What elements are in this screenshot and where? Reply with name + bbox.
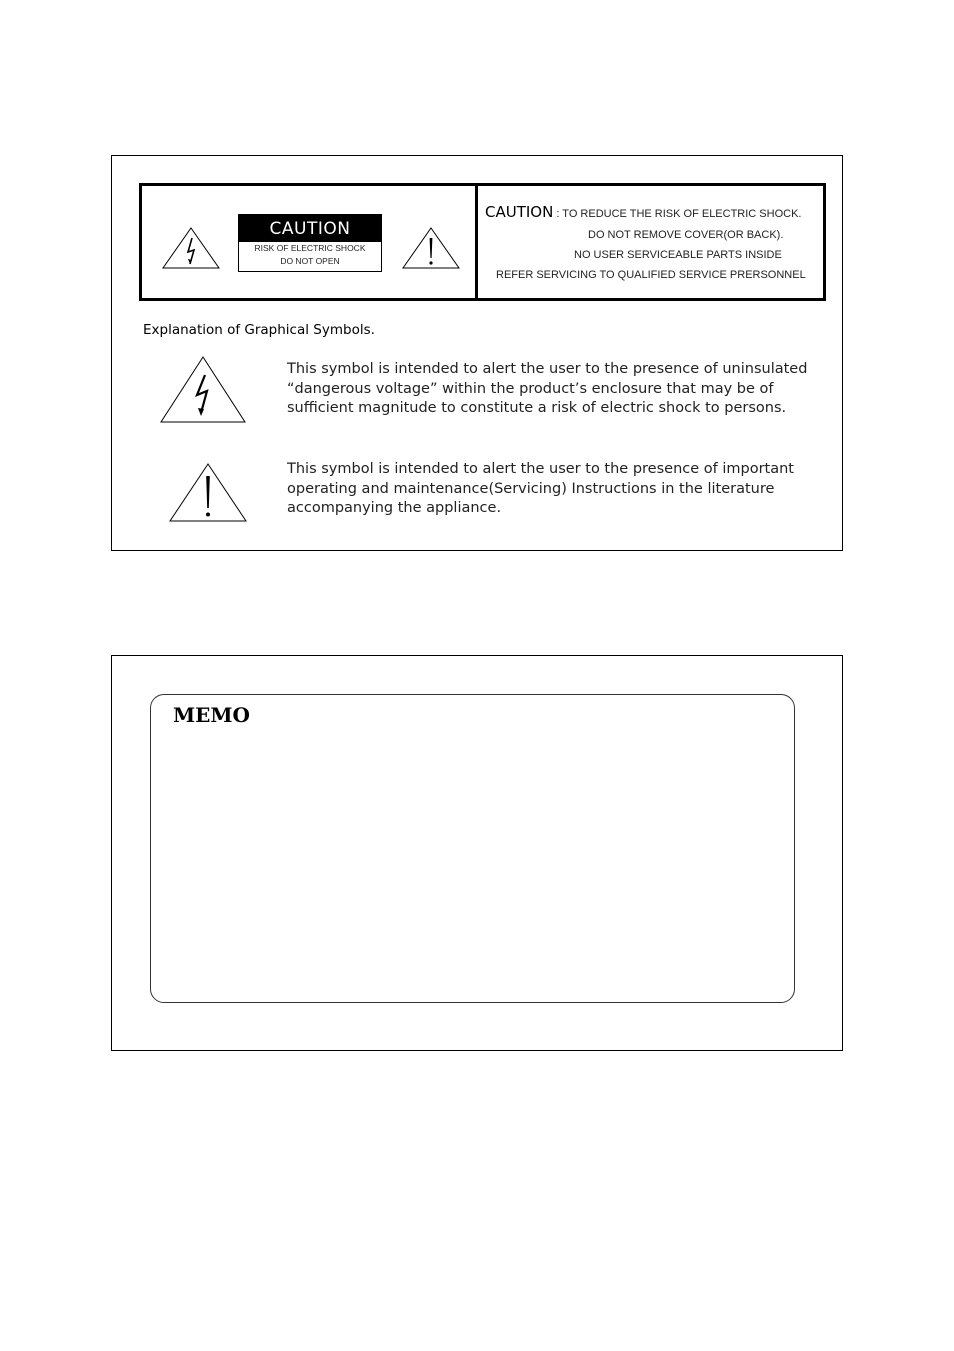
caution-notice-line3: NO USER SERVICEABLE PARTS INSIDE [574, 249, 782, 261]
caution-sticker-line1: RISK OF ELECTRIC SHOCK [254, 243, 366, 253]
memo-title: MEMO [173, 703, 250, 727]
caution-notice [478, 186, 823, 298]
lightning-triangle-icon [159, 355, 247, 425]
exclamation-triangle-icon [168, 462, 248, 524]
caution-sticker-line2: DO NOT OPEN [280, 256, 340, 266]
caution-label-area [142, 186, 478, 298]
caution-section [111, 155, 843, 551]
exclamation-symbol-description: This symbol is intended to alert the user to the presence of important operating and maintenance(Servicing) Instructions in the literature accompanying the appliance. [287, 461, 794, 516]
caution-sticker [238, 214, 382, 272]
lightning-symbol-description: This symbol is intended to alert the user to the presence of uninsulated “dangerous voltage” within the product’s enclosure that may be of sufficient magnitude to constitute a risk of electric shock to persons. [287, 361, 808, 416]
exclamation-triangle-icon [401, 226, 461, 270]
lightning-triangle-icon [161, 226, 221, 270]
memo-section [111, 655, 843, 1051]
caution-notice-text1: : TO REDUCE THE RISK OF ELECTRIC SHOCK. [553, 208, 802, 220]
caution-label-box [139, 183, 826, 301]
caution-notice-word: CAUTION [485, 203, 554, 221]
symbols-title: Explanation of Graphical Symbols. [143, 322, 375, 338]
caution-notice-line4: REFER SERVICING TO QUALIFIED SERVICE PRERSONNEL [496, 269, 806, 281]
memo-box [150, 694, 795, 1003]
caution-notice-line1 [485, 203, 801, 221]
caution-notice-line2: DO NOT REMOVE COVER(OR BACK). [588, 229, 784, 241]
caution-sticker-heading: CAUTION [239, 215, 381, 242]
